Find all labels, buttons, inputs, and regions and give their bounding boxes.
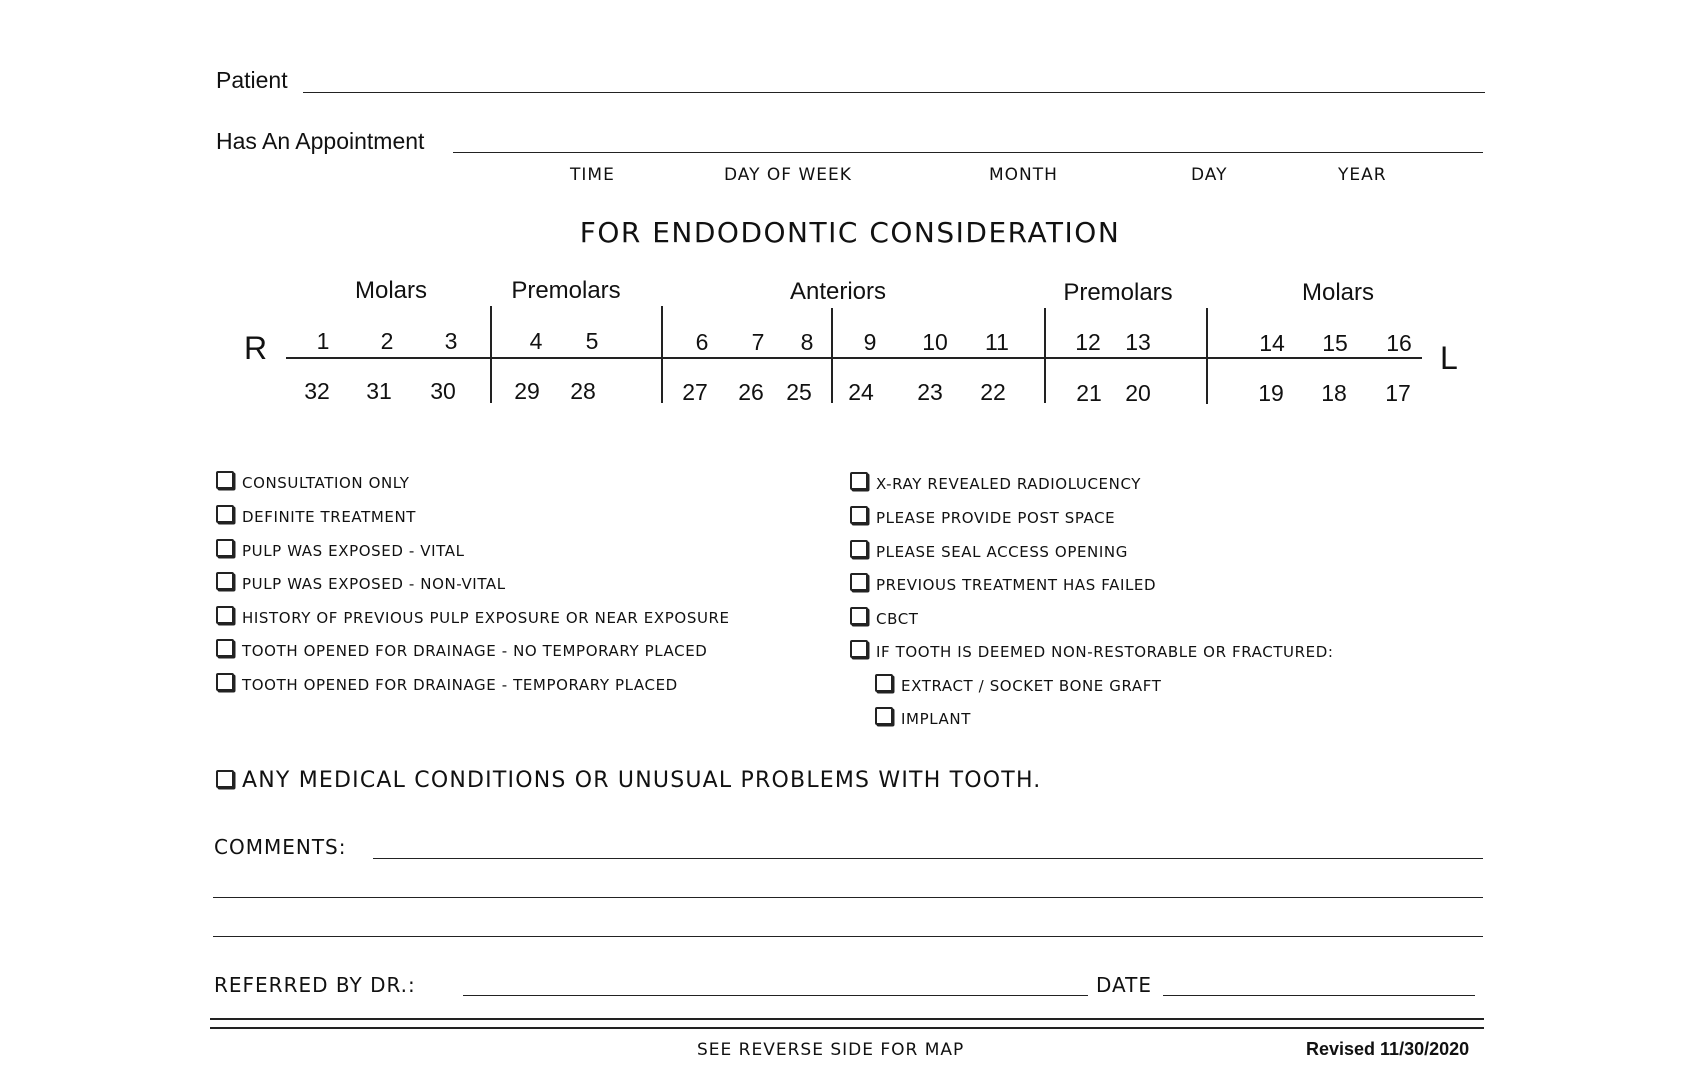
checkbox[interactable] — [850, 640, 868, 658]
checkbox[interactable] — [850, 472, 868, 490]
tooth-31[interactable]: 31 — [366, 378, 392, 404]
referred-by-label: REFERRED BY DR.: — [214, 973, 416, 997]
tooth-6[interactable]: 6 — [695, 329, 709, 355]
option-pulp-exposed-non-vital[interactable]: PULP WAS EXPOSED - NON-VITAL — [216, 572, 506, 593]
chart-divider — [490, 306, 492, 403]
option-non-restorable[interactable]: IF TOOTH IS DEEMED NON-RESTORABLE OR FRACTURED: — [850, 640, 1334, 661]
option-medical-conditions[interactable]: ANY MEDICAL CONDITIONS OR UNUSUAL PROBLEMS WITH TOOTH. — [216, 768, 1042, 793]
right-side-label: R — [244, 330, 268, 366]
referred-by-field[interactable] — [463, 995, 1088, 996]
appointment-month-label: MONTH — [989, 165, 1058, 185]
tooth-13[interactable]: 13 — [1125, 329, 1151, 355]
comments-line-1[interactable] — [373, 858, 1483, 859]
left-side-label: L — [1440, 340, 1458, 376]
option-xray-radiolucency[interactable]: X-RAY REVEALED RADIOLUCENCY — [850, 472, 1141, 493]
form-title: FOR ENDODONTIC CONSIDERATION — [579, 216, 1121, 249]
tooth-17[interactable]: 17 — [1385, 380, 1411, 406]
option-seal-access[interactable]: PLEASE SEAL ACCESS OPENING — [850, 540, 1128, 561]
tooth-29[interactable]: 29 — [514, 378, 540, 404]
comments-line-3[interactable] — [213, 936, 1483, 937]
footer-note: SEE REVERSE SIDE FOR MAP — [697, 1040, 965, 1060]
checkbox[interactable] — [216, 539, 234, 557]
appointment-day-label: DAY — [1191, 165, 1228, 185]
tooth-23[interactable]: 23 — [917, 379, 943, 405]
option-post-space[interactable]: PLEASE PROVIDE POST SPACE — [850, 506, 1115, 527]
date-label: DATE — [1096, 973, 1153, 997]
tooth-18[interactable]: 18 — [1321, 380, 1347, 406]
tooth-12[interactable]: 12 — [1075, 329, 1101, 355]
group-label-right-premolars: Premolars — [511, 277, 621, 304]
chart-divider — [1044, 308, 1046, 403]
tooth-11[interactable]: 11 — [985, 329, 1009, 355]
tooth-3[interactable]: 3 — [444, 328, 458, 354]
option-history-pulp-exposure[interactable]: HISTORY OF PREVIOUS PULP EXPOSURE OR NEAR EXPOSURE — [216, 606, 730, 627]
tooth-15[interactable]: 15 — [1322, 330, 1348, 356]
tooth-26[interactable]: 26 — [738, 379, 764, 405]
checkbox[interactable] — [850, 506, 868, 524]
tooth-19[interactable]: 19 — [1258, 380, 1284, 406]
checkbox[interactable] — [216, 673, 234, 691]
option-pulp-exposed-vital[interactable]: PULP WAS EXPOSED - VITAL — [216, 539, 465, 560]
checkbox[interactable] — [216, 572, 234, 590]
tooth-7[interactable]: 7 — [751, 329, 765, 355]
option-previous-treatment-failed[interactable]: PREVIOUS TREATMENT HAS FAILED — [850, 573, 1156, 594]
appointment-label: Has An Appointment — [216, 128, 425, 154]
option-implant[interactable]: IMPLANT — [875, 707, 971, 728]
tooth-21[interactable]: 21 — [1076, 380, 1102, 406]
footer-rule — [210, 1027, 1484, 1029]
appointment-time-label: TIME — [570, 165, 615, 185]
tooth-9[interactable]: 9 — [863, 329, 877, 355]
group-label-anteriors: Anteriors — [789, 278, 887, 305]
option-drainage-no-temporary[interactable]: TOOTH OPENED FOR DRAINAGE - NO TEMPORARY PLACED — [216, 639, 707, 660]
chart-divider — [831, 308, 833, 403]
appointment-dayofweek-label: DAY OF WEEK — [724, 165, 852, 185]
tooth-10[interactable]: 10 — [922, 329, 948, 355]
tooth-27[interactable]: 27 — [682, 379, 708, 405]
chart-divider — [661, 306, 663, 403]
group-label-right-molars: Molars — [354, 277, 427, 304]
patient-field[interactable] — [303, 92, 1485, 93]
tooth-4[interactable]: 4 — [529, 328, 543, 354]
checkbox[interactable] — [850, 540, 868, 558]
option-drainage-temporary[interactable]: TOOTH OPENED FOR DRAINAGE - TEMPORARY PLACED — [216, 673, 678, 694]
tooth-28[interactable]: 28 — [570, 378, 596, 404]
chart-midline — [286, 357, 1422, 359]
appointment-year-label: YEAR — [1338, 165, 1387, 185]
date-field[interactable] — [1163, 995, 1475, 996]
group-label-left-premolars: Premolars — [1063, 279, 1173, 306]
tooth-8[interactable]: 8 — [800, 329, 814, 355]
footer-rule — [210, 1018, 1484, 1020]
tooth-14[interactable]: 14 — [1259, 330, 1285, 356]
option-cbct[interactable]: CBCT — [850, 607, 919, 628]
tooth-2[interactable]: 2 — [380, 328, 394, 354]
option-consultation-only[interactable]: CONSULTATION ONLY — [216, 471, 410, 492]
chart-divider — [1206, 308, 1208, 404]
tooth-16[interactable]: 16 — [1386, 330, 1412, 356]
option-definite-treatment[interactable]: DEFINITE TREATMENT — [216, 505, 416, 526]
checkbox[interactable] — [216, 770, 234, 788]
checkbox[interactable] — [216, 606, 234, 624]
tooth-24[interactable]: 24 — [848, 379, 874, 405]
appointment-field[interactable] — [453, 152, 1483, 153]
checkbox[interactable] — [875, 674, 893, 692]
tooth-22[interactable]: 22 — [980, 379, 1006, 405]
checkbox[interactable] — [216, 471, 234, 489]
tooth-20[interactable]: 20 — [1125, 380, 1151, 406]
tooth-30[interactable]: 30 — [430, 378, 456, 404]
tooth-32[interactable]: 32 — [304, 378, 330, 404]
patient-label: Patient — [216, 67, 288, 93]
checkbox[interactable] — [850, 573, 868, 591]
comments-label: COMMENTS: — [214, 835, 347, 859]
tooth-25[interactable]: 25 — [786, 379, 812, 405]
checkbox[interactable] — [875, 707, 893, 725]
revision-date: Revised 11/30/2020 — [1306, 1039, 1470, 1059]
checkbox[interactable] — [216, 505, 234, 523]
option-extract-bone-graft[interactable]: EXTRACT / SOCKET BONE GRAFT — [875, 674, 1161, 695]
checkbox[interactable] — [850, 607, 868, 625]
checkbox[interactable] — [216, 639, 234, 657]
group-label-left-molars: Molars — [1301, 279, 1374, 306]
tooth-5[interactable]: 5 — [585, 328, 599, 354]
tooth-1[interactable]: 1 — [316, 328, 330, 354]
comments-line-2[interactable] — [213, 897, 1483, 898]
